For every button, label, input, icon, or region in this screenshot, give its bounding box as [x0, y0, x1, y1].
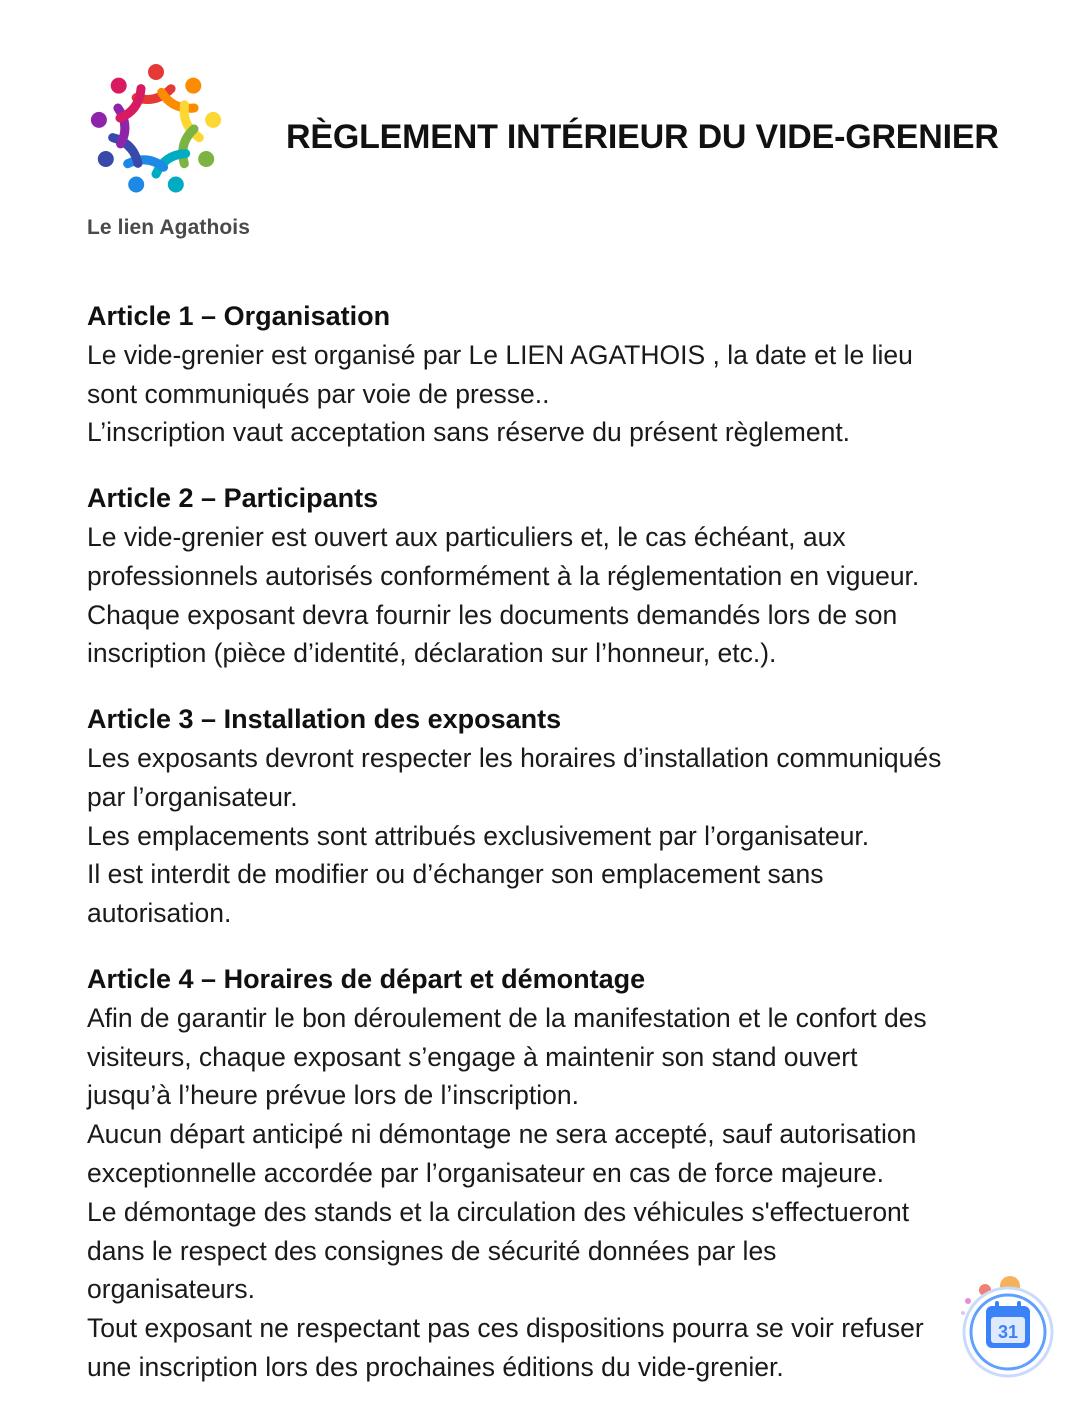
logo-person-head [148, 64, 164, 80]
logo-person-head [111, 78, 127, 94]
article-text-line: Le démontage des stands et la circulation des véhicules s'effectueront [87, 1196, 910, 1227]
organization-logo [80, 56, 260, 246]
article-text-line: dans le respect des consignes de sécurité données par les [87, 1235, 777, 1266]
article-text-line: Le vide-grenier est ouvert aux particuliers et, le cas échéant, aux [87, 521, 846, 552]
rules-content [87, 297, 1047, 1414]
article-text-line: Aucun départ anticipé ni démontage ne sera accepté, sauf autorisation [87, 1119, 917, 1150]
article-text-line: autorisation. [87, 898, 232, 929]
logo-person-head [185, 78, 201, 94]
article-2 [87, 479, 1047, 673]
logo-person-head [168, 177, 184, 193]
article-text-line: visiteurs, chaque exposant s’engage à maintenir son stand ouvert [87, 1041, 858, 1072]
calendar-day: 31 [997, 1322, 1019, 1342]
article-text-line: Les exposants devront respecter les horaires d’installation communiqués [87, 742, 942, 773]
article-4 [87, 960, 1047, 1387]
logo-person-body [120, 89, 141, 118]
article-text-line: professionnels autorisés conformément à la réglementation en vigueur. [87, 560, 920, 591]
logo-person-head [205, 112, 221, 128]
logo-person-head [198, 151, 214, 167]
article-text-line: Les emplacements sont attribués exclusivement par l’organisateur. [87, 820, 870, 851]
article-text-line: organisateurs. [87, 1274, 255, 1305]
calendar-icon [986, 1301, 1030, 1348]
article-text-line: Tout exposant ne respectant pas ces dispositions pourra se voir refuser [87, 1313, 924, 1344]
article-text-line: sont communiqués par voie de presse.. [87, 378, 550, 409]
article-title: Article 2 – Participants [87, 483, 379, 514]
article-title: Article 1 – Organisation [87, 301, 391, 331]
article-1 [87, 297, 1047, 452]
article-text-line: exceptionnelle accordée par l’organisateur en cas de force majeure. [87, 1157, 884, 1188]
article-title: Article 3 – Installation des exposants [87, 704, 562, 735]
article-text-line: L’inscription vaut acceptation sans réserve du présent règlement. [87, 417, 851, 448]
calendar-badge[interactable] [952, 1270, 1057, 1385]
article-text-line: une inscription lors des prochaines éditions du vide-grenier. [87, 1351, 784, 1382]
page-title: RÈGLEMENT INTÉRIEUR DU VIDE-GRENIER [286, 118, 999, 156]
article-text-line: jusqu’à l’heure prévue lors de l’inscription. [87, 1080, 579, 1111]
article-text-line: Il est interdit de modifier ou d’échanger son emplacement sans [87, 859, 824, 890]
logo-person-head [91, 112, 107, 128]
article-title: Article 4 – Horaires de départ et démontage [87, 963, 646, 994]
people-circle-logo-icon [82, 56, 230, 204]
article-3 [87, 700, 1047, 933]
logo-person-body [183, 129, 194, 164]
article-text-line: Afin de garantir le bon déroulement de la manifestation et le confort des [87, 1002, 927, 1033]
article-text-line: par l’organisateur. [87, 781, 298, 812]
logo-person-head [128, 177, 144, 193]
logo-caption: Le lien Agathois [87, 216, 251, 239]
article-text-line: Chaque exposant devra fournir les documents demandés lors de son [87, 599, 898, 630]
logo-person-body [162, 92, 195, 108]
article-text-line: Le vide-grenier est organisé par Le LIEN AGATHOIS , la date et le lieu [87, 339, 913, 370]
logo-person-head [98, 151, 114, 167]
article-text-line: inscription (pièce d’identité, déclaration sur l’honneur, etc.). [87, 638, 777, 669]
